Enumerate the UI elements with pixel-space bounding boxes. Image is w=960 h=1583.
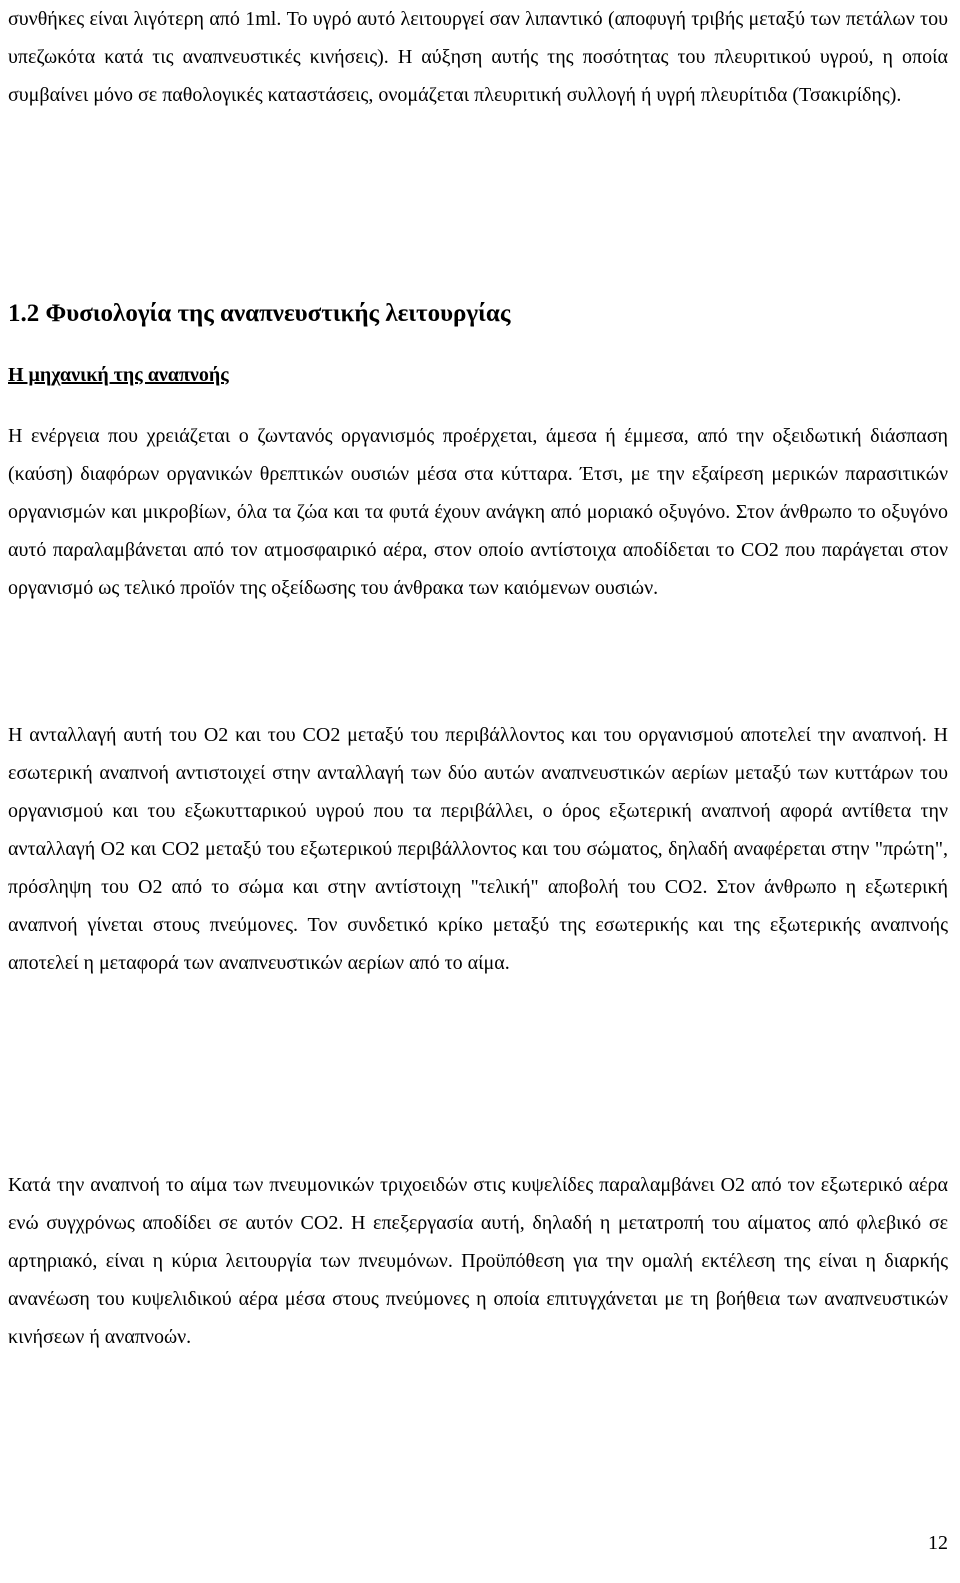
body-paragraph-3: Κατά την αναπνοή το αίμα των πνευμονικών τριχοειδών στις κυψελίδες παραλαμβάνει O2 από τον εξωτερικό αέρα ενώ συγχρόνως αποδίδει σε αυτόν CO2. Η επεξεργασία αυτή, δηλαδή η μετατροπή του αίματος από φλεβικό σε αρτηριακό, είναι η κύρια λειτουργία των πνευμόνων. Προϋπόθεση για την ομαλή εκτέλεση της είναι η διαρκής ανανέωση του κυψελιδικού αέρα μέσα στους πνεύμονες η οποία επιτυγχάνεται με τη βοήθεια των αναπνευστικών κινήσεων ή αναπνοών.	[8, 1174, 948, 1348]
body-paragraph-2: Η ανταλλαγή αυτή του O2 και του CO2 μεταξύ του περιβάλλοντος και του οργανισμού αποτελεί την αναπνοή. Η εσωτερική αναπνοή αντιστοιχεί στην ανταλλαγή των δύο αυτών αναπνευστικών αερίων μεταξύ των κυττάρων του οργανισμού και του εξωκυτταρικού υγρού που τα περιβάλλει, ο όρος εξωτερική αναπνοή αφορά αντίθετα την ανταλλαγή O2 και CO2 μεταξύ του εξωτερικού περιβάλλοντος και του σώματος, δηλαδή αναφέρεται στην "πρώτη", πρόσληψη του O2 από το σώμα και στην αντίστοιχη "τελική" αποβολή του CO2. Στον άνθρωπο η εξωτερική αναπνοή γίνεται στους πνεύμονες. Τον συνδετικό κρίκο μεταξύ της εσωτερικής και της εξωτερικής αναπνοής αποτελεί η μεταφορά των αναπνευστικών αερίων από το αίμα.	[8, 724, 948, 974]
intro-paragraph: συνθήκες είναι λιγότερη από 1ml. Το υγρό αυτό λειτουργεί σαν λιπαντικό (αποφυγή τριβής μεταξύ των πετάλων του υπεζωκότα κατά τις αναπνευστικές κινήσεις). Η αύξηση αυτής της ποσότητας του πλευριτικού υγρού, η οποία συμβαίνει μόνο σε παθολογικές καταστάσεις, ονομάζεται πλευριτική συλλογή ή υγρή πλευρίτιδα (Τσακιρίδης).	[8, 8, 948, 106]
page-number: 12	[928, 1532, 948, 1554]
section-heading: 1.2 Φυσιολογία της αναπνευστικής λειτουργίας	[8, 300, 511, 327]
subheading: Η μηχανική της αναπνοής	[8, 364, 229, 386]
body-paragraph-1: Η ενέργεια που χρειάζεται ο ζωντανός οργανισμός προέρχεται, άμεσα ή έμμεσα, από την οξειδωτική διάσπαση (καύση) διαφόρων οργανικών θρεπτικών ουσιών μέσα στα κύτταρα. Έτσι, με την εξαίρεση μερικών παρασιτικών οργανισμών και μικροβίων, όλα τα ζώα και τα φυτά έχουν ανάγκη από μοριακό οξυγόνο. Στον άνθρωπο το οξυγόνο αυτό παραλαμβάνεται από τον ατμοσφαιρικό αέρα, στον οποίο αντίστοιχα αποδίδεται το CO2 που παράγεται στον οργανισμό ως τελικό προϊόν της οξείδωσης του άνθρακα των καιόμενων ουσιών.	[8, 425, 948, 599]
